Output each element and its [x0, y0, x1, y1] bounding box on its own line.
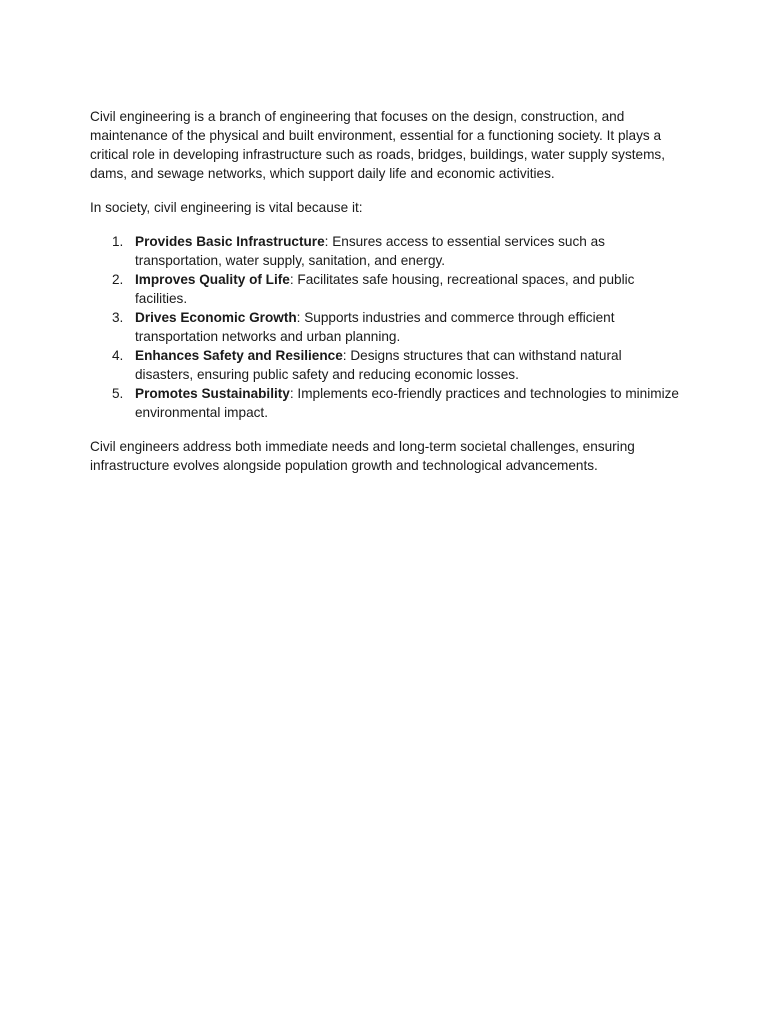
- list-item: [90, 232, 682, 270]
- intro-paragraph: Civil engineering is a branch of engineering that focuses on the design, construction, and maintenance of the physical and built environment, essential for a functioning society. It plays a critical role in developing infrastructure such as roads, bridges, buildings, water supply systems, dams, and sewage networks, which support daily life and economic activities.: [90, 109, 665, 181]
- list-item-number: 4.: [112, 348, 124, 363]
- list-item-number: 1.: [112, 234, 124, 249]
- lead-in-paragraph: In society, civil engineering is vital because it:: [90, 200, 363, 215]
- list-item: [90, 308, 682, 346]
- document-body: [90, 107, 682, 490]
- list-item-term: Improves Quality of Life: [135, 272, 290, 287]
- list-item-text: : Designs structures that can withstand natural disasters, ensuring public safety and reducing economic losses.: [135, 348, 622, 382]
- list-item-number: 2.: [112, 272, 124, 287]
- list-item-number: 3.: [112, 310, 124, 325]
- list-item-term: Provides Basic Infrastructure: [135, 234, 325, 249]
- importance-list: [90, 232, 682, 422]
- list-item: [90, 384, 682, 422]
- list-item-term: Promotes Sustainability: [135, 386, 290, 401]
- list-item-text: : Facilitates safe housing, recreational spaces, and public facilities.: [135, 272, 635, 306]
- list-item: [90, 346, 682, 384]
- list-item-text: : Implements eco-friendly practices and technologies to minimize environmental impact.: [135, 386, 679, 420]
- list-item-text: : Ensures access to essential services such as transportation, water supply, sanitation, and energy.: [135, 234, 605, 268]
- list-item-number: 5.: [112, 386, 124, 401]
- conclusion-paragraph: Civil engineers address both immediate needs and long-term societal challenges, ensuring infrastructure evolves alongside population growth and technological advancements.: [90, 439, 635, 473]
- list-item: [90, 270, 682, 308]
- list-item-term: Enhances Safety and Resilience: [135, 348, 343, 363]
- list-item-term: Drives Economic Growth: [135, 310, 297, 325]
- list-item-text: : Supports industries and commerce through efficient transportation networks and urban planning.: [135, 310, 615, 344]
